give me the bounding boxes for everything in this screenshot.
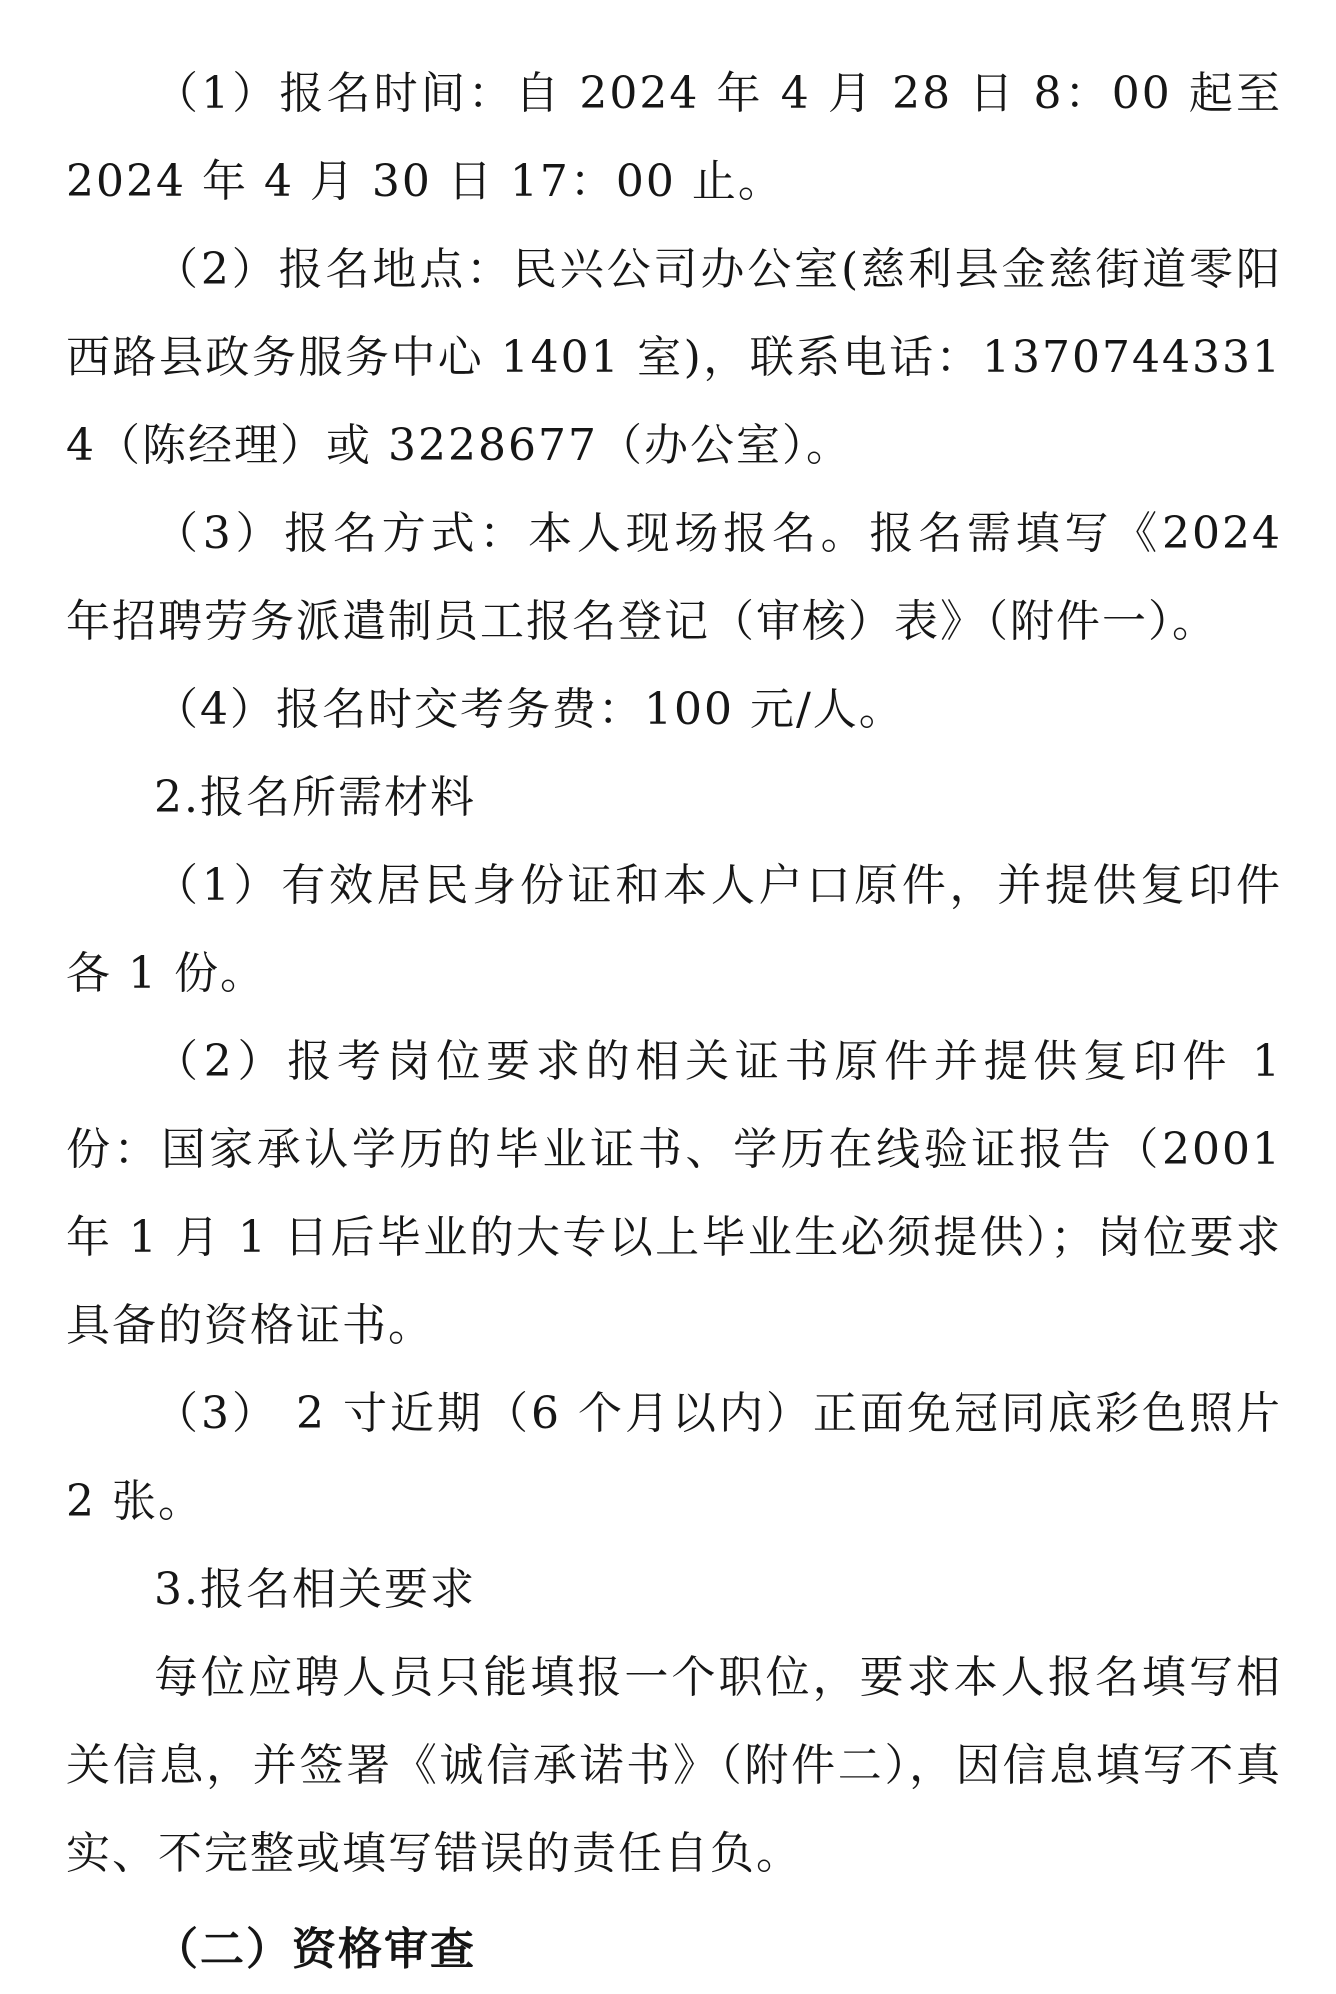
paragraph-registration-location: （2）报名地点：民兴公司办公室(慈利县金慈街道零阳西路县政务服务中心 1401 室)，联系电话：13707443314（陈经理）或 3228677（办公室）。 [66, 244, 1282, 471]
paragraph-id-card: （1）有效居民身份证和本人户口原件，并提供复印件各 1 份。 [66, 860, 1282, 999]
paragraph-exam-fee: （4）报名时交考务费：100 元/人。 [154, 684, 905, 735]
paragraph-certificates: （2）报考岗位要求的相关证书原件并提供复印件 1 份：国家承认学历的毕业证书、学历在线验证报告（2001 年 1 月 1 日后毕业的大专以上毕业生必须提供）；岗位要求具备的资格证书。 [66, 1036, 1282, 1351]
section-heading-qualification-review: （二）资格审查 [154, 1924, 476, 1975]
subheading-registration-requirements: 3.报名相关要求 [154, 1564, 476, 1615]
paragraph-photos: （3） 2 寸近期（6 个月以内）正面免冠同底彩色照片 2 张。 [66, 1388, 1282, 1527]
subheading-required-materials: 2.报名所需材料 [154, 772, 476, 823]
document-body [66, 50, 1282, 1994]
paragraph-registration-method: （3）报名方式：本人现场报名。报名需填写《2024 年招聘劳务派遣制员工报名登记（审核）表》（附件一）。 [66, 508, 1282, 647]
paragraph-integrity-commitment: 每位应聘人员只能填报一个职位，要求本人报名填写相关信息，并签署《诚信承诺书》（附件二），因信息填写不真实、不完整或填写错误的责任自负。 [66, 1652, 1282, 1879]
paragraph-registration-time: （1）报名时间：自 2024 年 4 月 28 日 8：00 起至 2024 年 4 月 30 日 17：00 止。 [66, 68, 1282, 207]
